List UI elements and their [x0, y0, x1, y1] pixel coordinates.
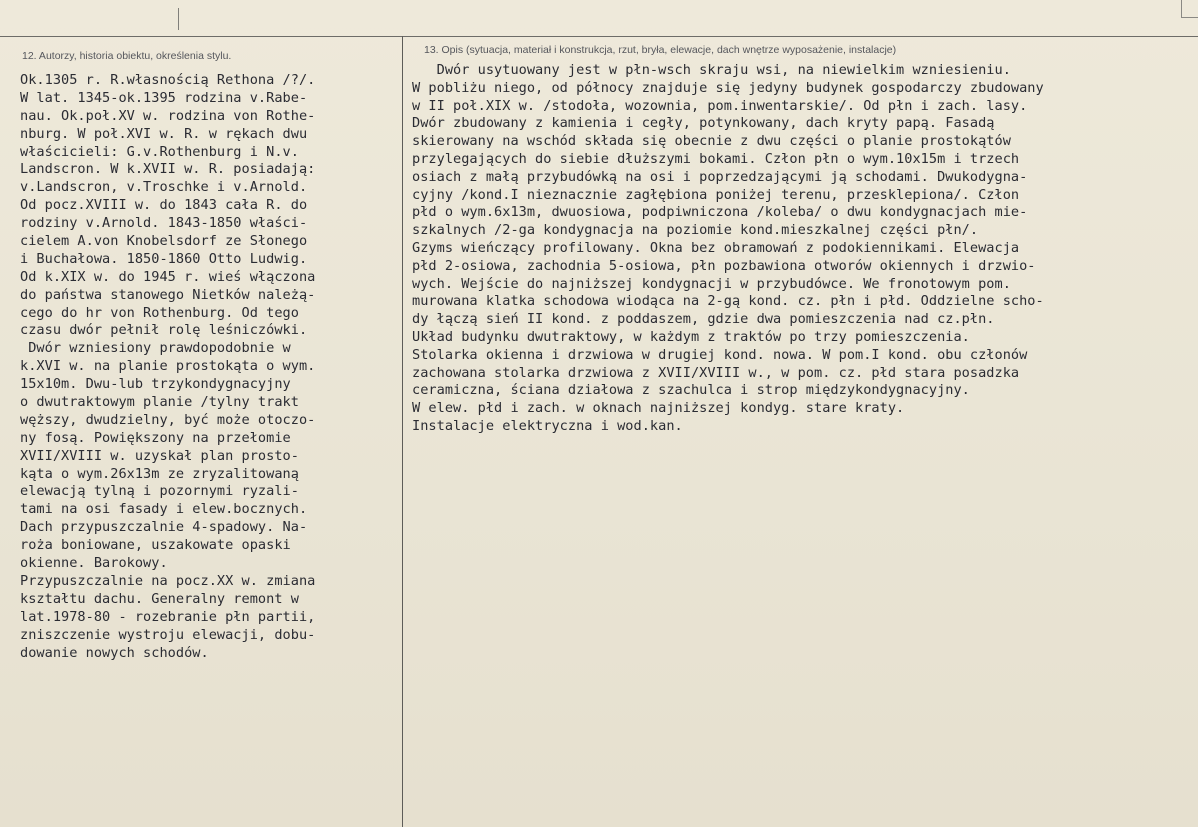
description-text-line: płd o wym.6x13m, dwuosiowa, podpiwniczona /koleba/ o dwu kondygnacjach mie- — [412, 204, 1028, 221]
description-text-line: Układ budynku dwutraktowy, w każdym z traktów po trzy pomieszczenia. — [412, 328, 970, 345]
history-text-line: rodziny v.Arnold. 1843-1850 właści- — [20, 215, 308, 232]
history-text-line: k.XVI w. na planie prostokąta o wym. — [20, 358, 316, 375]
history-text-line: v.Landscron, v.Troschke i v.Arnold. — [20, 179, 308, 196]
section-13-heading: 13. Opis (sytuacja, materiał i konstrukcja, rzut, bryła, elewacje, dach wnętrze wyposażenie, instalacje) — [424, 44, 897, 56]
description-text-line: osiach z małą przybudówką na osi i poprzedzającymi ją schodami. Dwukodygna- — [412, 168, 1028, 185]
history-text-line: kąta o wym.26x13m ze zryzalitowaną — [20, 465, 299, 482]
history-text-line: Dwór wzniesiony prawdopodobnie w — [20, 340, 291, 357]
description-text-line: murowana klatka schodowa wiodąca na 2-gą kond. cz. płn i płd. Oddzielne scho- — [412, 293, 1044, 310]
history-text-line: czasu dwór pełnił rolę leśniczówki. — [20, 322, 308, 339]
header-divider — [0, 36, 1198, 37]
history-text-column — [20, 72, 315, 662]
history-text-line: XVII/XVIII w. uzyskał plan prosto- — [20, 447, 299, 464]
history-text-line: lat.1978-80 - rozebranie płn partii, — [20, 608, 316, 625]
history-text-line: Dach przypuszczalnie 4-spadowy. Na- — [20, 519, 308, 536]
description-text-line: Dwór zbudowany z kamienia i cegły, potynkowany, dach kryty papą. Fasadą — [412, 115, 995, 132]
description-text-line: W pobliżu niego, od północy znajduje się jedyny budynek gospodarczy zbudowany — [412, 79, 1044, 96]
description-text-line: w II poł.XIX w. /stodoła, wozownia, pom.inwentarskie/. Od płn i zach. lasy. — [412, 97, 1028, 114]
history-text-line: ny fosą. Powiększony na przełomie — [20, 429, 291, 446]
history-text-line: właścicieli: G.v.Rothenburg i N.v. — [20, 143, 299, 160]
description-text-line: skierowany na wschód składa się obecnie z dwu części o planie prostokątów — [412, 133, 1011, 150]
description-text-line: Instalacje elektryczna i wod.kan. — [412, 417, 683, 434]
history-text-line: tami na osi fasady i elew.bocznych. — [20, 501, 308, 518]
history-text-line: Przypuszczalnie na pocz.XX w. zmiana — [20, 572, 316, 589]
description-text-line: ceramiczna, ściana działowa z szachulca i strop międzykondygnacyjny. — [412, 382, 970, 399]
top-tick-mark — [178, 8, 179, 30]
description-text-line: płd 2-osiowa, zachodnia 5-osiowa, płn pozbawiona otworów okiennych i drzwio- — [412, 257, 1036, 274]
history-text-line: Od pocz.XVIII w. do 1843 cała R. do — [20, 197, 308, 214]
description-text-line: dy łączą sień II kond. z poddaszem, gdzie dwa pomieszczenia nad cz.płn. — [412, 311, 995, 328]
history-text-line: W lat. 1345-ok.1395 rodzina v.Rabe- — [20, 89, 308, 106]
history-text-line: cego do hr von Rothenburg. Od tego — [20, 304, 299, 321]
history-text-line: kształtu dachu. Generalny remont w — [20, 590, 299, 607]
history-text-line: i Buchałowa. 1850-1860 Otto Ludwig. — [20, 250, 308, 267]
history-text-line: nau. Ok.poł.XV w. rodzina von Rothe- — [20, 107, 316, 124]
history-text-line: roża boniowane, uszakowate opaski — [20, 537, 291, 554]
description-text-line: przylegających do siebie dłuższymi bokami. Człon płn o wym.10x15m i trzech — [412, 150, 1020, 167]
history-text-line: do państwa stanowego Nietków należą- — [20, 286, 316, 303]
history-text-line: Od k.XIX w. do 1945 r. wieś włączona — [20, 268, 316, 285]
description-text-column — [412, 62, 1044, 436]
column-divider — [402, 36, 403, 827]
corner-mark — [1181, 0, 1198, 18]
history-text-line: nburg. W poł.XVI w. R. w rękach dwu — [20, 125, 308, 142]
description-text-line: wych. Wejście do najniższej kondygnacji w przybudówce. We fronotowym pom. — [412, 275, 1011, 292]
history-text-line: o dwutraktowym planie /tylny trakt — [20, 394, 299, 411]
history-text-line: zniszczenie wystroju elewacji, dobu- — [20, 626, 316, 643]
description-text-line: Dwór usytuowany jest w płn-wsch skraju wsi, na niewielkim wzniesieniu. — [412, 62, 1011, 78]
history-text-line: dowanie nowych schodów. — [20, 644, 209, 661]
history-text-line: elewacją tylną i pozornymi ryzali- — [20, 483, 299, 500]
description-text-line: W elew. płd i zach. w oknach najniższej kondyg. stare kraty. — [412, 400, 905, 417]
history-text-line: cielem A.von Knobelsdorf ze Słonego — [20, 233, 308, 250]
description-text-line: Stolarka okienna i drzwiowa w drugiej kond. nowa. W pom.I kond. obu członów — [412, 346, 1028, 363]
description-text-line: zachowana stolarka drzwiowa z XVII/XVIII w., w pom. cz. płd stara posadzka — [412, 364, 1020, 381]
history-text-line: węższy, dwudzielny, być może otoczo- — [20, 411, 316, 428]
description-text-line: cyjny /kond.I nieznacznie zagłębiona poniżej terenu, przesklepiona/. Człon — [412, 186, 1020, 203]
description-text-line: Gzyms wieńczący profilowany. Okna bez obramowań z podokiennikami. Elewacja — [412, 239, 1020, 256]
history-text-line: Landscron. W k.XVII w. R. posiadają: — [20, 161, 316, 178]
history-text-line: 15x10m. Dwu-lub trzykondygnacyjny — [20, 376, 291, 393]
history-text-line: okienne. Barokowy. — [20, 555, 168, 572]
section-12-heading: 12. Autorzy, historia obiektu, określenia stylu. — [22, 50, 232, 62]
description-text-line: szkalnych /2-ga kondygnacja na poziomie kond.mieszkalnej części płn/. — [412, 222, 979, 239]
history-text-line: Ok.1305 r. R.własnością Rethona /?/. — [20, 72, 316, 88]
